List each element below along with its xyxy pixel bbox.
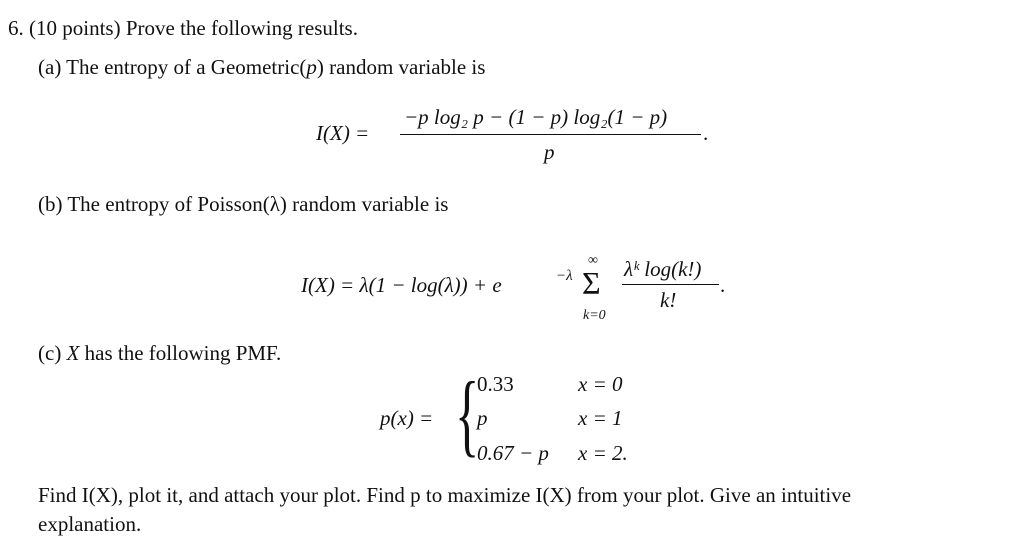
part-a-var: p [306,55,317,79]
part-b-numerator: λᵏ log(k!) [624,257,702,281]
part-c-text-end: has the following PMF. [79,341,282,365]
case-cond-1: x = 0 [578,372,623,396]
part-a-period: . [703,121,709,145]
part-b-text: (b) The entropy of Poisson(λ) random variable is [38,192,449,216]
part-c-var: X [66,341,80,365]
part-b-sum-bottom: k=0 [583,308,606,323]
case-value-2: p [477,406,488,430]
part-c-text [38,341,281,365]
part-b-denominator: k! [660,288,677,312]
case-value-1: 0.33 [477,372,514,396]
problem-header: 6. (10 points) Prove the following results. [8,16,358,40]
part-b-sum-top: ∞ [588,253,598,268]
part-a-text-start: (a) The entropy of a Geometric( [38,55,307,79]
part-b-lhs: I(X) = λ(1 − log(λ)) + e [301,273,502,297]
part-b-period: . [720,273,726,297]
case-cond-3: x = 2. [578,441,628,465]
part-a-text [38,55,485,79]
part-b-sum-symbol: Σ [582,265,601,301]
case-cond-2: x = 1 [578,406,623,430]
part-a-numerator: −p log₂ p − (1 − p) log₂(1 − p) [404,105,668,129]
case-value-3: 0.67 − p [477,441,549,465]
part-b-exponent: −λ [556,268,573,284]
part-c-lhs: p(x) = [380,406,434,430]
part-c-text-start: (c) [38,341,67,365]
cases-brace: { [455,363,480,465]
part-a-denominator: p [544,140,555,164]
part-a-fraction-line [400,134,701,135]
find-line-2: explanation. [38,512,142,536]
part-a-text-end: ) random variable is [316,55,486,79]
part-a-lhs: I(X) = [316,121,370,145]
find-line-1: Find I(X), plot it, and attach your plot. Find p to maximize I(X) from your plot. Give an intuitive [38,483,852,507]
part-b-fraction-line [622,284,719,285]
